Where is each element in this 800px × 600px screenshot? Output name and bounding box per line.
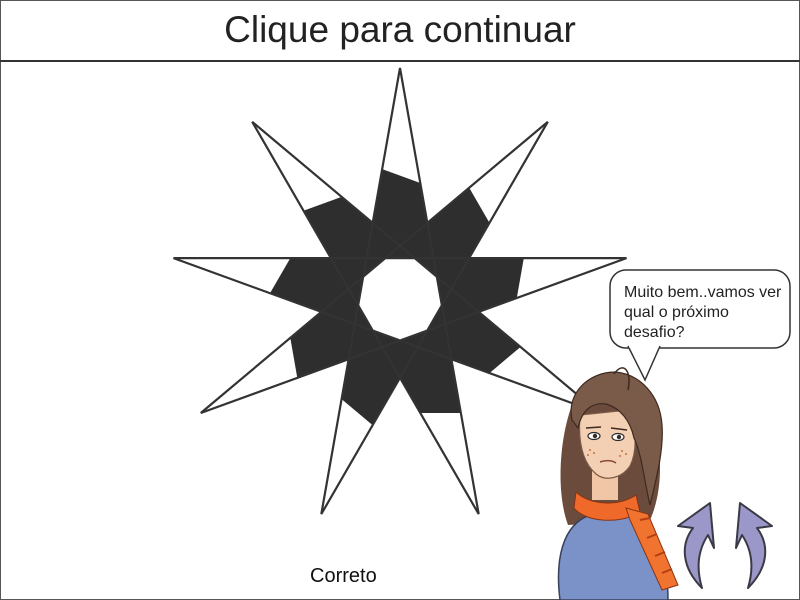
rotate-right-icon <box>736 503 772 588</box>
continue-header[interactable] <box>0 0 800 62</box>
girl-character <box>559 368 678 600</box>
star-outline <box>174 68 627 514</box>
rotate-right-button[interactable] <box>736 503 772 588</box>
shaded-region <box>270 258 386 312</box>
speech-text: Muito bem..vamos ver qual o próximo desafio? <box>624 284 782 341</box>
rotate-left-button[interactable] <box>678 503 714 588</box>
star-puzzle[interactable] <box>174 68 627 514</box>
status-text: Correto <box>310 565 377 587</box>
header-title[interactable]: Clique para continuar <box>224 9 576 50</box>
rotate-left-icon <box>678 503 714 588</box>
